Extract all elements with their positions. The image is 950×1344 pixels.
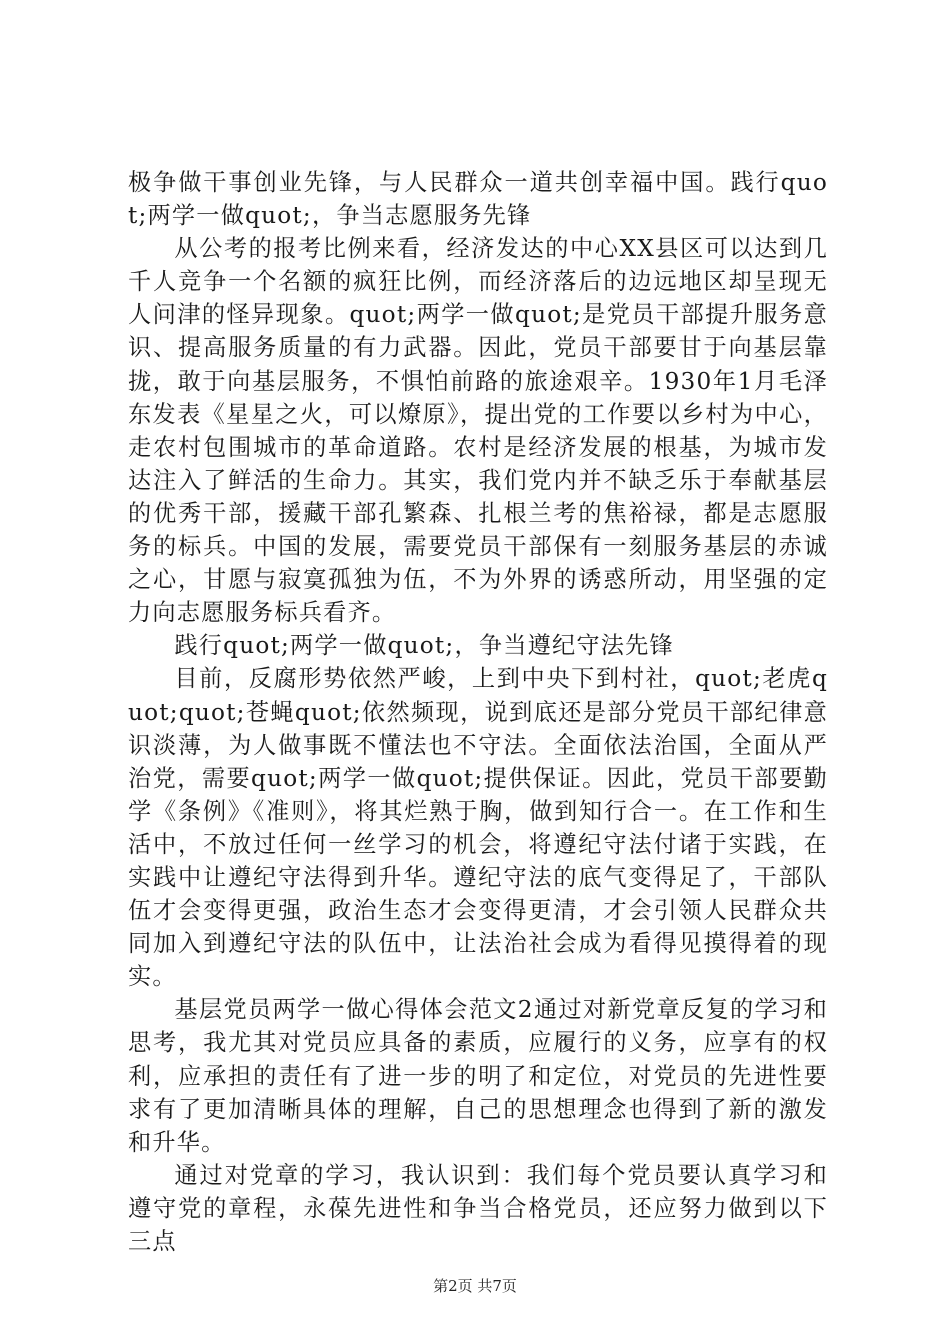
page-number-footer: 第2页 共7页 [433, 1277, 517, 1295]
paragraph-3: 目前，反腐形势依然严峻，上到中央下到村社，quot;老虎quot;quot;苍蝇quot;依然频现，说到底还是部分党员干部纪律意识淡薄，为人做事既不懂法也不守法。全面依法治国，全面从严治党，需要quot;两学一做quot;提供保证。因此，党员干部要勤学《条例》《准则》，将其烂熟于胸，做到知行合一。在工作和生活中，不放过任何一丝学习的机会，将遵纪守法付诸于实践，在实践中让遵纪守法得到升华。遵纪守法的底气变得足了，干部队伍才会变得更强，政治生态才会变得更清，才会引领人民群众共同加入到遵纪守法的队伍中，让法治社会成为看得见摸得着的现实。 [128, 665, 828, 991]
document-body [128, 166, 828, 1258]
paragraph-4: 基层党员两学一做心得体会范文2通过对新党章反复的学习和思考，我尤其对党员应具备的素质，应履行的义务，应享有的权利，应承担的责任有了进一步的明了和定位，对党员的先进性要求有了更加清晰具体的理解，自己的思想理念也得到了新的激发和升华。 [128, 996, 828, 1156]
paragraph-5: 通过对党章的学习，我认识到：我们每个党员要认真学习和遵守党的章程，永葆先进性和争当合格党员，还应努力做到以下三点 [128, 1161, 828, 1255]
section-heading-law: 践行quot;两学一做quot;，争当遵纪守法先锋 [174, 632, 674, 660]
paragraph-1: 极争做干事创业先锋，与人民群众一道共创幸福中国。践行quot;两学一做quot;，争当志愿服务先锋 [128, 169, 828, 230]
paragraph-2: 从公考的报考比例来看，经济发达的中心XX县区可以达到几千人竞争一个名额的疯狂比例，而经济落后的边远地区却呈现无人问津的怪异现象。quot;两学一做quot;是党员干部提升服务意识、提高服务质量的有力武器。因此，党员干部要甘于向基层靠拢，敢于向基层服务，不惧怕前路的旅途艰辛。1930年1月毛泽东发表《星星之火，可以燎原》，提出党的工作要以乡村为中心，走农村包围城市的革命道路。农村是经济发展的根基，为城市发达注入了鲜活的生命力。其实，我们党内并不缺乏乐于奉献基层的优秀干部，援藏干部孔繁森、扎根兰考的焦裕禄，都是志愿服务的标兵。中国的发展，需要党员干部保有一刻服务基层的赤诚之心，甘愿与寂寞孤独为伍，不为外界的诱惑所动，用坚强的定力向志愿服务标兵看齐。 [128, 235, 828, 627]
